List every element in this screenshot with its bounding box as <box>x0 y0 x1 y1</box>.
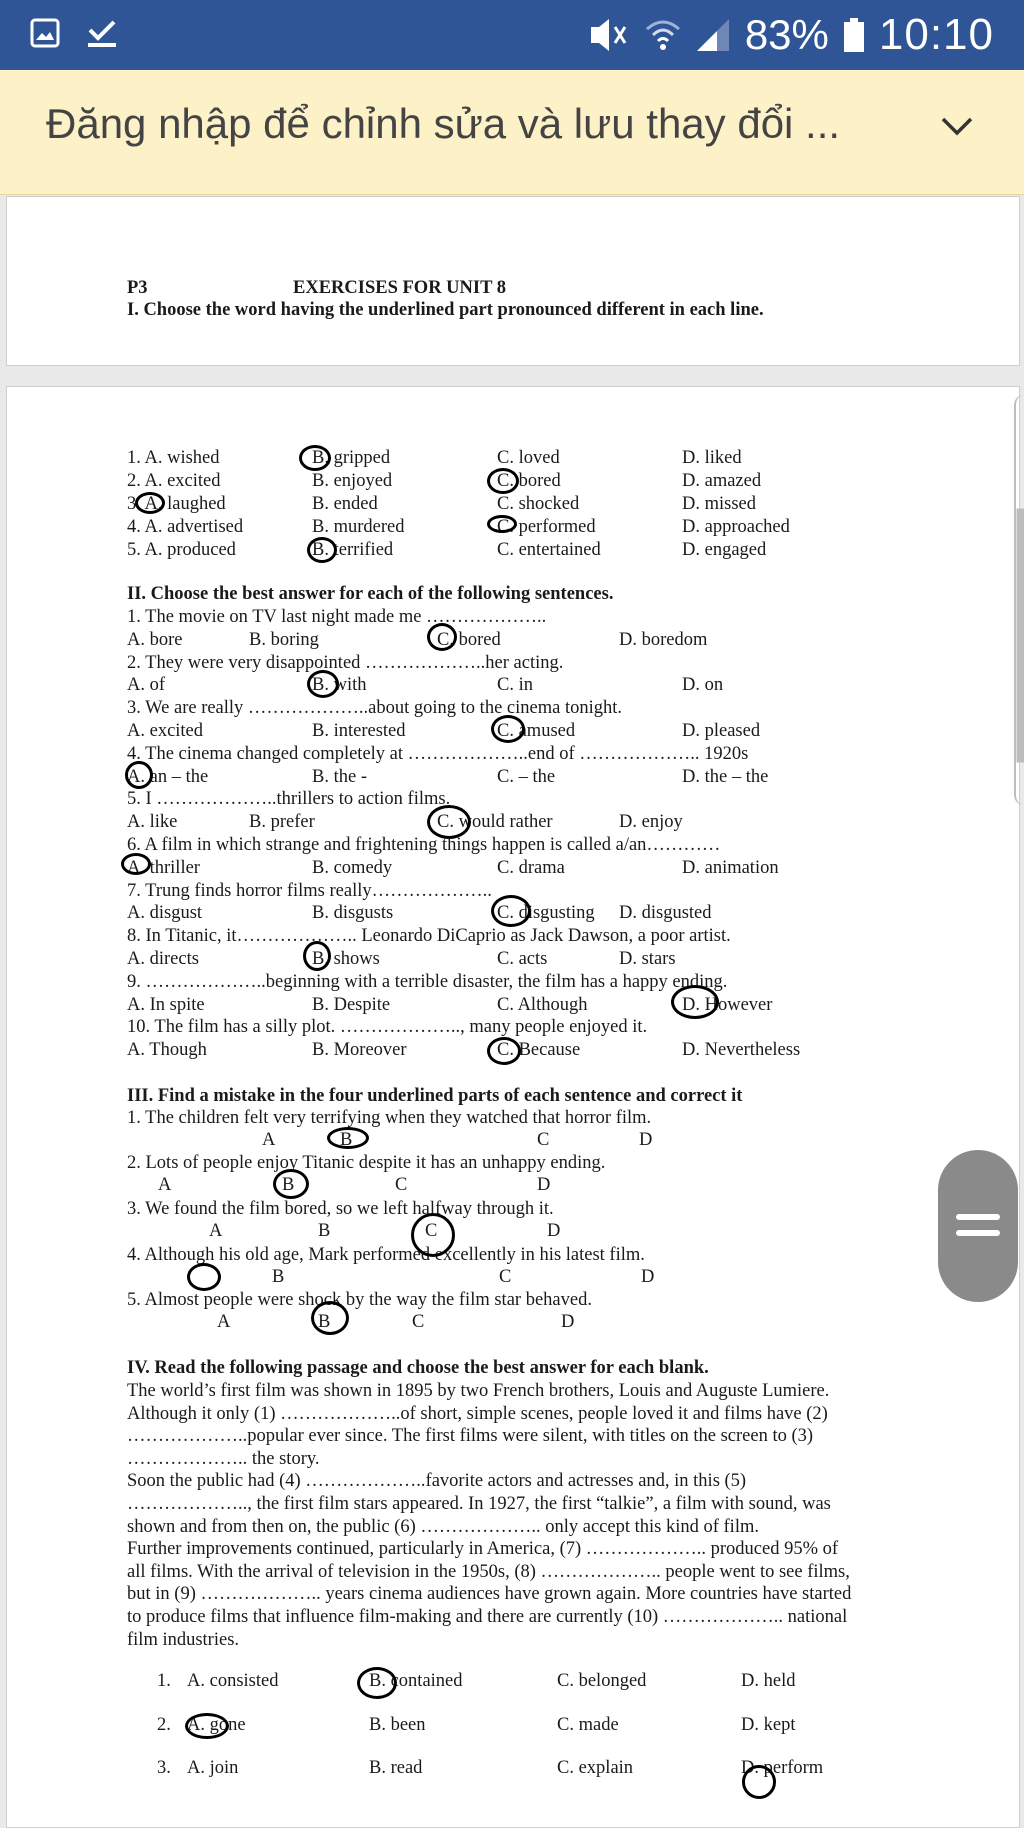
fast-scroll-handle[interactable] <box>938 1150 1018 1302</box>
option-text: 3. A. laughed <box>127 494 226 514</box>
option-text: B. prefer <box>249 812 315 833</box>
answer-circle-mark <box>487 1037 521 1065</box>
option-text: C. in <box>497 675 533 696</box>
option-text: B. murdered <box>312 517 405 537</box>
option-text: B. Moreover <box>312 1040 407 1061</box>
wifi-icon <box>645 17 681 53</box>
label-letter: B <box>340 1130 353 1150</box>
answer-circle-mark <box>491 715 525 743</box>
label-letter: D <box>561 1312 575 1332</box>
option-text: D. on <box>682 675 724 696</box>
answer-circle-mark <box>125 761 153 789</box>
option-text: A. disgust <box>127 903 203 924</box>
question-text: 5. I ………………..thrillers to action films. <box>127 789 451 810</box>
option-text: A. thriller <box>127 857 200 878</box>
option-text: C. explain <box>557 1758 634 1778</box>
option-text: D. Nevertheless <box>682 1040 801 1061</box>
passage-line: to produce films that influence film-making and there are currently (10) ……………….. national <box>127 1607 848 1627</box>
question-text: 7. Trung finds horror films really……………….. <box>127 880 492 901</box>
question-text: 4. Although his old age, Mark performed excellently in his latest film. <box>127 1245 645 1265</box>
option-text: B. enjoyed <box>312 471 393 491</box>
image-icon <box>30 18 60 48</box>
question-text: 2. They were very disappointed ………………..her acting. <box>127 652 564 673</box>
passage-line: ……………….. the story. <box>127 1448 320 1469</box>
label-letter: A <box>209 1221 223 1241</box>
option-text: D. amazed <box>682 471 762 491</box>
answer-circle-mark <box>121 853 151 875</box>
page-label: P3 <box>127 278 148 298</box>
option-text: D. engaged <box>682 540 767 560</box>
answer-circle-mark <box>491 895 531 927</box>
option-text: A. of <box>127 675 166 696</box>
option-text: B. contained <box>369 1671 463 1691</box>
question-text: 10. The film has a silly plot. ……………….., many people enjoyed it. <box>127 1017 648 1038</box>
signal-icon <box>695 17 731 53</box>
answer-circle-mark <box>671 985 719 1019</box>
option-text: C. performed <box>497 517 596 537</box>
answer-circle-mark <box>307 537 337 563</box>
option-text: C. bored <box>437 629 501 650</box>
question-text: 4. The cinema changed completely at ………………..end of ……………….. 1920s <box>127 743 749 764</box>
option-text: A. bore <box>127 629 183 650</box>
passage-line: Although it only (1) ………………..of short, simple scenes, people loved it and films have (2) <box>127 1403 828 1424</box>
option-text: 3. <box>157 1758 171 1778</box>
answer-circle-mark <box>187 1263 221 1291</box>
option-text: D. held <box>741 1671 796 1691</box>
option-text: B. gripped <box>312 448 391 468</box>
passage-line: ……………….., the first film stars appeared. In 1927, the first “talkie”, a film with sound, was <box>127 1494 831 1514</box>
option-text: C. drama <box>497 857 565 878</box>
option-text: B. ended <box>312 494 378 514</box>
option-text: C. Because <box>497 1040 581 1061</box>
option-text: 1. A. wished <box>127 448 220 468</box>
option-text: A. gone <box>187 1715 246 1735</box>
option-text: C. would rather <box>437 812 553 833</box>
question-text: 1. The movie on TV last night made me ……………….. <box>127 607 547 627</box>
option-text: B. with <box>312 675 367 696</box>
passage-line: shown and from then on, the public (6) ……………….. only accept this kind of film. <box>127 1516 759 1537</box>
option-text: 1. <box>157 1671 171 1691</box>
label-letter: B <box>318 1312 331 1332</box>
answer-circle-mark <box>487 515 517 533</box>
answer-circle-mark <box>742 1765 776 1799</box>
section-1-heading: I. Choose the word having the underlined part pronounced different in each line. <box>127 300 764 320</box>
option-text: D. kept <box>741 1715 796 1735</box>
option-text: C. amused <box>497 721 576 741</box>
section-2-heading: II. Choose the best answer for each of the following sentences. <box>127 584 614 604</box>
passage-line: The world’s first film was shown in 1895 by two French brothers, Louis and Auguste Lumiere. <box>127 1381 830 1401</box>
label-letter: B <box>282 1175 295 1195</box>
option-text: C. made <box>557 1715 619 1735</box>
passage-line: film industries. <box>127 1629 240 1650</box>
option-text: C. shocked <box>497 494 580 514</box>
label-letter: A <box>217 1312 231 1332</box>
answer-circle-mark <box>135 492 165 514</box>
option-text: D. enjoy <box>619 812 683 833</box>
option-text: D. liked <box>682 448 742 468</box>
answer-circle-mark <box>427 805 471 839</box>
battery-level: 83% <box>744 11 829 58</box>
option-text: B. shows <box>312 949 380 969</box>
option-text: D. However <box>682 994 773 1015</box>
question-text: 3. We found the film bored, so we left halfway through it. <box>127 1199 554 1219</box>
passage-line: ………………..popular ever since. The first films were silent, with titles on the screen to (3) <box>127 1426 814 1447</box>
option-text: D. the – the <box>682 766 769 787</box>
option-text: C. acts <box>497 949 548 969</box>
question-text: 5. Almost people were shock by the way the film star behaved. <box>127 1290 592 1310</box>
option-text: C. belonged <box>557 1671 647 1691</box>
option-text: A. In spite <box>127 994 205 1015</box>
option-text: C. entertained <box>497 540 601 560</box>
answer-circle-mark <box>273 1169 309 1199</box>
option-text: A. excited <box>127 721 204 741</box>
option-text: 5. A. produced <box>127 540 236 560</box>
option-text: D. perform <box>741 1758 824 1778</box>
sign-in-banner[interactable] <box>0 70 1024 195</box>
question-text: 3. We are really ………………..about going to the cinema tonight. <box>127 698 622 719</box>
option-text: 2. A. excited <box>127 471 221 491</box>
label-letter: A <box>262 1130 276 1150</box>
label-letter: D <box>641 1267 655 1287</box>
option-text: D. stars <box>619 949 676 969</box>
option-text: B. the - <box>312 766 367 787</box>
question-text: 8. In Titanic, it……………….. Leonardo DiCaprio as Jack Dawson, a poor artist. <box>127 926 731 947</box>
option-text: C. disgusting <box>497 903 595 924</box>
answer-circle-mark <box>185 1713 229 1739</box>
option-text: 2. <box>157 1715 171 1735</box>
option-text: A. an – the <box>127 766 209 787</box>
option-text: A. join <box>187 1758 239 1778</box>
answer-circle-mark <box>357 1667 397 1699</box>
banner-text: Đăng nhập để chỉnh sửa và lưu thay đổi ... <box>46 100 841 147</box>
option-text: C. – the <box>497 766 556 787</box>
label-letter: D <box>547 1221 561 1241</box>
answer-circle-mark <box>303 941 331 971</box>
section-4-heading: IV. Read the following passage and choose the best answer for each blank. <box>127 1358 709 1378</box>
answer-circle-mark <box>487 468 519 494</box>
passage-line: but in (9) ……………….. years cinema audiences have grown again. More countries have started <box>127 1584 852 1605</box>
mute-icon <box>587 17 631 53</box>
option-text: A. Though <box>127 1040 207 1061</box>
question-text: 6. A film in which strange and frightening things happen is called a/an………… <box>127 835 721 855</box>
label-letter: A <box>158 1175 172 1195</box>
passage-line: Soon the public had (4) ………………..favorite actors and actresses and, in this (5) <box>127 1471 747 1492</box>
option-text: D. animation <box>682 857 779 878</box>
answer-circle-mark <box>299 445 331 471</box>
status-bar <box>0 0 1024 70</box>
option-text: 4. A. advertised <box>127 517 244 537</box>
question-text: 2. Lots of people enjoy Titanic despite it has an unhappy ending. <box>127 1153 606 1173</box>
label-letter: D <box>639 1130 653 1150</box>
chevron-down-icon[interactable] <box>940 116 974 136</box>
question-text: 9. ………………..beginning with a terrible disaster, the film has a happy ending. <box>127 971 728 992</box>
option-text: D. pleased <box>682 721 761 741</box>
section-3-heading: III. Find a mistake in the four underlined parts of each sentence and correct it <box>127 1086 743 1106</box>
option-text: B. terrified <box>312 540 394 560</box>
answer-circle-mark <box>427 623 457 651</box>
label-letter: C <box>537 1130 550 1150</box>
option-text: B. interested <box>312 721 406 741</box>
answer-circle-mark <box>411 1213 455 1257</box>
option-text: B. Despite <box>312 994 391 1015</box>
document-title: EXERCISES FOR UNIT 8 <box>293 278 506 298</box>
option-text: D. boredom <box>619 629 708 650</box>
passage-line: Further improvements continued, particularly in America, (7) ……………….. produced 95% of <box>127 1539 839 1560</box>
label-letter: C <box>499 1267 512 1287</box>
label-letter: D <box>537 1175 551 1195</box>
option-text: D. disgusted <box>619 903 712 924</box>
answer-circle-mark <box>307 670 339 698</box>
label-letter: C <box>425 1221 438 1241</box>
option-text: B. read <box>369 1758 423 1778</box>
option-text: B. comedy <box>312 857 393 878</box>
option-text: B. been <box>369 1715 426 1735</box>
option-text: B. boring <box>249 629 319 650</box>
label-letter: B <box>318 1221 331 1241</box>
option-text: A. like <box>127 812 178 833</box>
answer-circle-mark <box>311 1301 349 1335</box>
option-text: A. directs <box>127 949 199 969</box>
answer-circle-mark <box>327 1127 369 1149</box>
option-text: A. consisted <box>187 1671 279 1691</box>
option-text: D. approached <box>682 517 790 537</box>
document-page-1 <box>6 196 1020 366</box>
option-text: C. Although <box>497 994 588 1015</box>
option-text: C. loved <box>497 448 560 468</box>
option-text: B. disgusts <box>312 903 394 924</box>
label-letter: C <box>412 1312 425 1332</box>
page-edge <box>1014 395 1024 805</box>
download-check-icon <box>86 18 118 48</box>
label-letter: C <box>395 1175 408 1195</box>
option-text: D. missed <box>682 494 756 514</box>
option-text: C. bored <box>497 471 561 491</box>
clock: 10:10 <box>878 10 994 59</box>
document-page-2 <box>6 386 1020 1828</box>
passage-line: all films. With the arrival of television in the 1950s, (8) ……………….. people went to see films, <box>127 1561 850 1582</box>
label-letter: B <box>272 1267 285 1287</box>
question-text: 1. The children felt very terrifying when they watched that horror film. <box>127 1108 652 1128</box>
battery-icon <box>843 17 865 53</box>
